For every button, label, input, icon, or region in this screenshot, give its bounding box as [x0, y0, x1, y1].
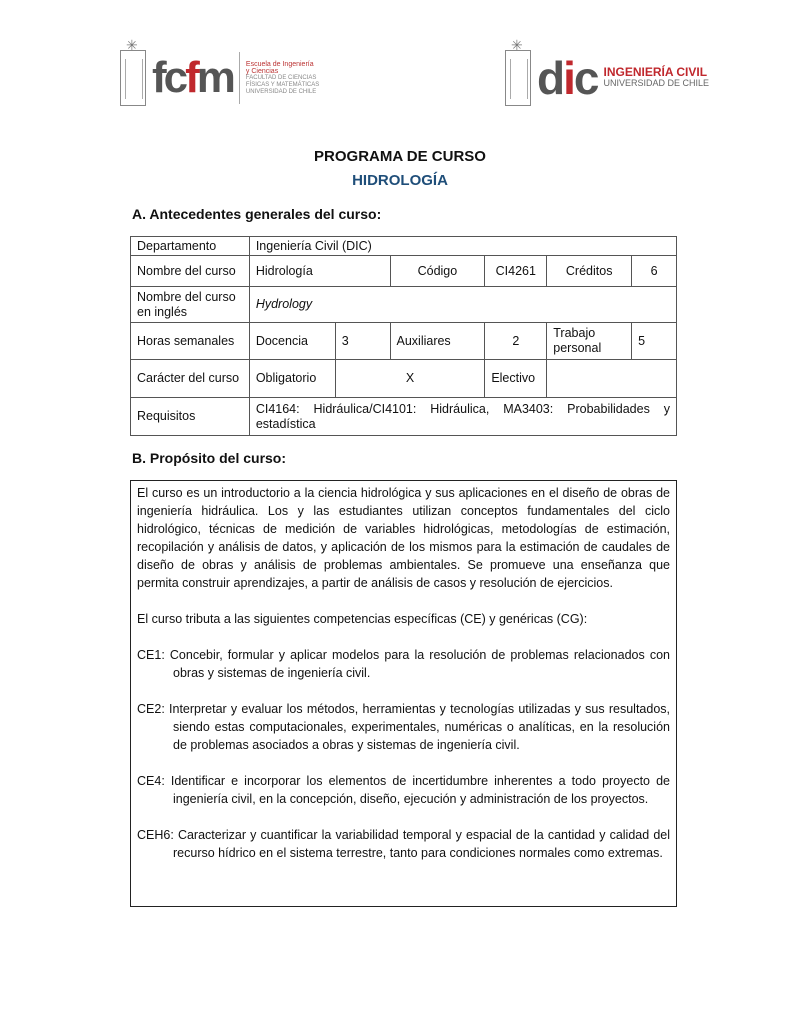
page-title: PROGRAMA DE CURSO [314, 148, 486, 165]
value-auxiliares: 2 [485, 323, 547, 360]
logo-divider [239, 52, 240, 104]
label-creditos: Créditos [547, 256, 632, 287]
purpose-box [130, 480, 677, 907]
course-info-table [130, 236, 677, 436]
label-obligatorio: Obligatorio [249, 360, 335, 398]
university-crest-icon [505, 50, 531, 106]
label-caracter: Carácter del curso [131, 360, 250, 398]
value-departamento: Ingeniería Civil (DIC) [249, 237, 676, 256]
logo-line: y Ciencias [245, 67, 279, 75]
competencies-intro: El curso tributa a las siguientes competencias específicas (CE) y genéricas (CG): [137, 612, 588, 626]
value-docencia: 3 [335, 323, 390, 360]
value-nombre: Hidrología [249, 256, 390, 287]
label-horas: Horas semanales [131, 323, 250, 360]
section-b-heading: B. Propósito del curso: [132, 450, 287, 466]
competency-ceh6: CEH6: Caracterizar y cuantificar la variabilidad temporal y espacial de la cantidad y calidad del recurso hídrico en el sistema terrestre, tanto para condiciones normales como extremas. [137, 828, 670, 860]
university-crest-icon [120, 50, 146, 106]
label-departamento: Departamento [131, 237, 250, 256]
value-codigo: CI4261 [485, 256, 547, 287]
dic-logo-line2: UNIVERSIDAD DE CHILE [603, 78, 710, 88]
logo-line: Escuela de Ingeniería [245, 60, 314, 68]
dic-logo [505, 50, 709, 106]
value-trabajo: 5 [632, 323, 677, 360]
label-trabajo: Trabajo personal [547, 323, 632, 360]
label-nombre: Nombre del curso [131, 256, 250, 287]
purpose-paragraph: El curso es un introductorio a la ciencia hidrológica y sus aplicaciones en el diseño de obras de ingeniería hidráulica. Los y las estudiantes utilizan conceptos fundamentales del ciclo hidrológico, técnicas de medición de variables hidrológicas, metodologías de estimación, recopilación y análisis de datos, y aplicación de los mismos para la estimación de caudales de diseño de obras y análisis de problemas ambientales. Se promueve una enseñanza que permita construir aprendizajes, a partir de análisis de casos y resolución de ejercicios. [137, 486, 670, 590]
label-electivo: Electivo [485, 360, 547, 398]
competency-ce2: CE2: Interpretar y evaluar los métodos, herramientas y tecnologías utilizadas y sus resultados, siendo estas computacionales, experimentales, numéricas o analíticas, en la resolución de problemas asociados a obras y sistemas de ingeniería civil. [137, 702, 670, 752]
logo-line: UNIVERSIDAD DE CHILE [245, 88, 317, 95]
label-auxiliares: Auxiliares [390, 323, 485, 360]
fcfm-wordmark: fcfm [152, 53, 233, 102]
label-ingles: Nombre del curso en inglés [131, 287, 250, 323]
value-requisitos: CI4164: Hidráulica/CI4101: Hidráulica, MA3403: Probabilidades y estadística [249, 398, 676, 436]
dic-wordmark: dic [537, 52, 598, 104]
value-electivo [547, 360, 677, 398]
competency-ce1: CE1: Concebir, formular y aplicar modelos para la resolución de problemas relacionados con obras y sistemas de ingeniería civil. [137, 648, 670, 680]
fcfm-logo-text [246, 61, 319, 96]
label-codigo: Código [390, 256, 485, 287]
course-title: HIDROLOGÍA [352, 172, 448, 189]
fcfm-logo [120, 50, 319, 106]
dic-logo-line1: INGENIERÍA CIVIL [603, 65, 708, 79]
value-ingles: Hydrology [249, 287, 676, 323]
logo-line: FACULTAD DE CIENCIAS [245, 74, 317, 81]
value-creditos: 6 [632, 256, 677, 287]
section-a-heading: A. Antecedentes generales del curso: [132, 206, 382, 222]
label-requisitos: Requisitos [131, 398, 250, 436]
competency-ce4: CE4: Identificar e incorporar los elementos de incertidumbre inherentes a todo proyecto de ingeniería civil, en la concepción, diseño, ejecución y administración de los proyectos. [137, 774, 670, 806]
logo-line: FÍSICAS Y MATEMÁTICAS [245, 81, 320, 88]
label-docencia: Docencia [249, 323, 335, 360]
value-obligatorio: X [335, 360, 485, 398]
